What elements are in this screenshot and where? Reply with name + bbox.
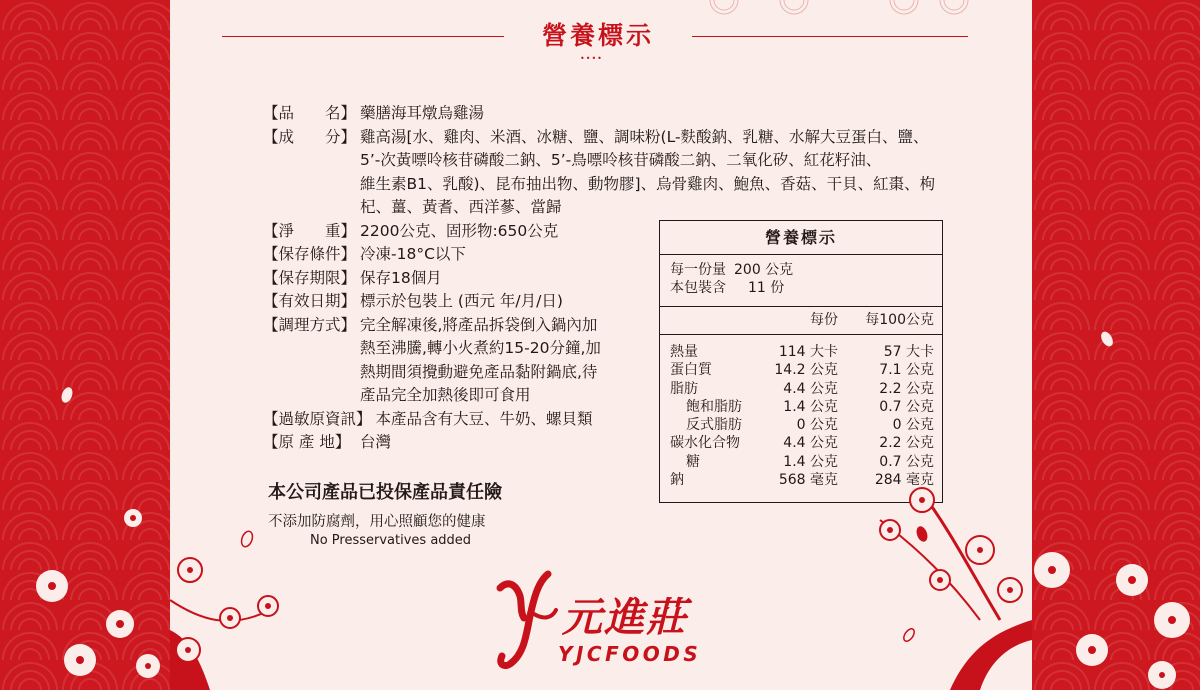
nutrient-per-serving: 0 公克	[796, 417, 838, 434]
nutrition-row	[660, 343, 942, 361]
nutrition-row	[660, 453, 942, 471]
nutrition-header	[660, 307, 942, 335]
servings-value: 11 份	[748, 280, 785, 296]
cooking-label: 【調理方式】	[263, 315, 357, 334]
nutrient-name: 糖	[686, 453, 700, 470]
cherry-blossom-branch-left	[170, 540, 290, 690]
servings-label: 本包裝含	[670, 280, 726, 296]
nutrition-table	[659, 220, 943, 503]
expiry-value: 標示於包裝上 (西元 年/月/日)	[360, 292, 563, 310]
servings-row	[670, 279, 932, 297]
info-row-name	[263, 102, 935, 126]
cooking-line-4: 產品完全加熱後即可食用	[360, 386, 531, 404]
ingredients-line-1: 雞高湯[水、雞肉、米酒、冰糖、鹽、調味粉(L-麩酸鈉、乳糖、水解大豆蛋白、鹽、	[360, 127, 929, 146]
col-per-serving: 每份	[810, 312, 838, 328]
nutrient-per-serving: 114 大卡	[778, 344, 838, 360]
nutrient-per-100g: 284 毫克	[874, 472, 934, 489]
nutrition-row	[660, 416, 942, 434]
name-label: 【品 名】	[263, 104, 357, 122]
allergen-label: 【過敏原資訊】	[263, 409, 372, 428]
brand-name-cn: 元進莊	[562, 595, 688, 641]
nutrient-name: 蛋白質	[670, 362, 712, 379]
serving-size-row	[670, 261, 932, 279]
nutrition-row	[660, 434, 942, 452]
insurance-statement: 本公司產品已投保產品責任險	[268, 482, 502, 503]
nutrition-row	[660, 398, 942, 416]
ingredients-line-4: 杞、薑、黃耆、西洋蔘、當歸	[360, 198, 562, 216]
col-per-100g: 每100公克	[865, 312, 934, 328]
cherry-blossom-right-border	[1032, 460, 1200, 690]
cherry-blossom-left-border	[20, 556, 170, 690]
cooking-line-1: 完全解凍後,將產品拆袋倒入鍋內加	[360, 315, 598, 334]
preservative-statement-en: No Presservatives added	[310, 533, 472, 548]
brand-name-en: YJCFOODS	[558, 642, 702, 666]
nutrient-name: 鈉	[670, 472, 684, 489]
nutrient-per-serving: 4.4 公克	[783, 435, 838, 452]
ingredients-line-3: 維生素B1、乳酸)、昆布抽出物、動物膠]、烏骨雞肉、鮑魚、香菇、干貝、紅棗、枸	[360, 174, 936, 193]
storage-label: 【保存條件】	[263, 245, 357, 263]
weight-value: 2200公克、固形物:650公克	[360, 221, 559, 240]
nutrient-per-serving: 1.4 公克	[783, 453, 838, 470]
nutrient-name: 反式脂肪	[686, 417, 742, 434]
name-value: 藥膳海耳燉烏雞湯	[360, 104, 485, 122]
serving-size-label: 每一份量	[670, 262, 726, 278]
nutrient-per-100g: 0 公克	[892, 417, 934, 434]
serving-size-value: 200 公克	[734, 262, 794, 278]
nutrition-row	[660, 380, 942, 398]
nutrient-per-serving: 1.4 公克	[783, 398, 838, 415]
cooking-line-3: 熱期間須攪動避免產品黏附鍋底,待	[360, 362, 598, 381]
ingredients-label: 【成 分】	[263, 127, 357, 146]
nutrient-name: 碳水化合物	[670, 435, 740, 452]
petal-icon	[902, 626, 916, 644]
nutrient-per-serving: 4.4 公克	[783, 380, 838, 397]
header-dots: ••••	[580, 54, 603, 63]
nutrient-per-100g: 7.1 公克	[879, 362, 934, 379]
cherry-blossom-branch-right	[860, 470, 1032, 690]
nutrition-row	[660, 361, 942, 379]
origin-label: 【原 產 地】	[263, 433, 351, 451]
nutrient-name: 熱量	[670, 344, 698, 360]
nutrient-per-100g: 57 大卡	[883, 344, 934, 360]
nutrient-per-100g: 0.7 公克	[879, 453, 934, 470]
nutrient-per-serving: 568 毫克	[778, 472, 838, 489]
nutrient-per-100g: 2.2 公克	[879, 435, 934, 452]
shelf-life-label: 【保存期限】	[263, 268, 357, 287]
flower-icon	[120, 505, 146, 531]
origin-value: 台灣	[360, 433, 392, 451]
petal-icon	[915, 525, 929, 543]
brand-logo-icon	[490, 570, 560, 670]
expiry-label: 【有效日期】	[263, 292, 357, 310]
nutrition-title: 營養標示	[660, 221, 942, 255]
petal-icon	[60, 386, 74, 404]
petal-icon	[1100, 330, 1114, 348]
nutrient-name: 脂肪	[670, 380, 698, 397]
weight-label: 【淨 重】	[263, 221, 357, 240]
nutrient-per-100g: 0.7 公克	[879, 398, 934, 415]
header-rule-left	[222, 36, 504, 37]
preservative-statement: 不添加防腐劑，用心照顧您的健康	[268, 514, 486, 530]
ingredients-line-2: 5’-次黃嘌呤核苷磷酸二鈉、5’-鳥嘌呤核苷磷酸二鈉、二氧化矽、紅花籽油、	[360, 151, 882, 169]
cooking-line-2: 熱至沸騰,轉小火煮約15-20分鐘,加	[360, 339, 601, 357]
nutrient-per-100g: 2.2 公克	[879, 380, 934, 397]
label-panel	[170, 0, 1032, 690]
header-wave-ornament	[690, 0, 990, 16]
header-rule-right	[692, 36, 968, 37]
petal-icon	[240, 530, 254, 548]
header-title: 營養標示	[541, 21, 654, 50]
nutrient-name: 飽和脂肪	[686, 398, 742, 415]
shelf-life-value: 保存18個月	[360, 268, 442, 287]
nutrition-serving	[660, 255, 942, 307]
info-row-ingredients	[263, 126, 935, 150]
storage-value: 冷凍-18°C以下	[360, 245, 466, 263]
nutrient-per-serving: 14.2 公克	[774, 362, 838, 379]
allergen-value: 本產品含有大豆、牛奶、螺貝類	[375, 409, 593, 428]
nutrition-rows	[660, 335, 942, 489]
